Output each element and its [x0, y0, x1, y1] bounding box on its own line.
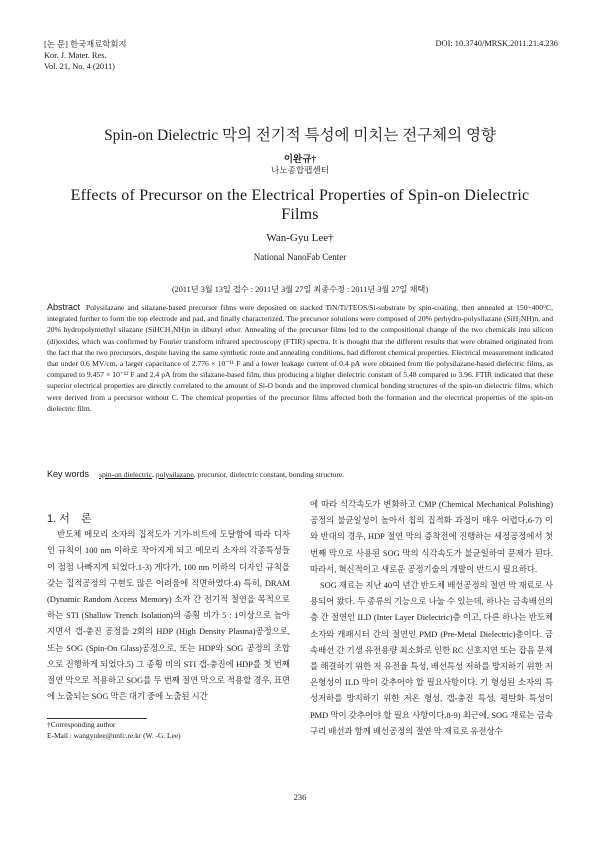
journal-abbrev: Kor. J. Mater. Res. [44, 51, 107, 61]
journal-volume: Vol. 21, No. 4 (2011) [44, 62, 115, 72]
title-korean: Spin-on Dielectric 막의 전기적 특성에 미치는 전구체의 영향 [104, 127, 496, 144]
abstract-text: Polysilazane and silazane-based precursor films were deposited on stacked TiN/Ti/TEOS/Si-substrate by spin-coating, then annealed at 150~400°C, integrated further to form the top electrode and pad, and finally characterized. The precursor solutions were composed of 20% perhydro-polysilazane (SiH₂NH)n, and 20% hydropolymethyl silazane (SiHCH₃NH)n in dibutyl ether. Annealing of the precursor films led to the compositional change of the two chemicals into silicon (di)oxides, which was confirmed by Fourier transform infrared spectroscopy (FTIR) spectra. It is thought that the different results that were obtained originated from the fact that the two precursors, despite having the same synthetic route and annealing conditions, had different chemical properties. Electrical measurement indicated that under 0.6 MV/cm, a larger capacitance of 2.776 × 10⁻¹¹ F and a lower leakage current of 0.4 pA were obtained from the polysilazane-based dielectric films, as compared to 9.457 × 10⁻¹² F and 2.4 pA from the silazane-based film, thus producing a higher dielectric constant of 5.48 compared to 3.96. FTIR indicated that these superior electrical properties are directly correlated to the amount of Si-O bonds and the improved chemical bonding structures of the spin-on dielectric films, which were derived from a precursor without C. The chemical properties of the precursor films affected both the formation and the electrical properties of the spin-on dielectric film. [47, 303, 553, 413]
keyword-link-polysilazane[interactable]: polysilazane [155, 470, 194, 479]
body-column-left [47, 511, 290, 705]
author-email[interactable]: E-Mail : wangyulee@nnfc.re.kr (W. -G. Lee) [47, 730, 181, 740]
journal-name-ko: [논 문] 한국재료학회지 [44, 40, 127, 49]
affiliation-english: National NanoFab Center [253, 252, 347, 262]
title-english: Effects of Precursor on the Electrical Properties of Spin-on Dielectric Films [70, 187, 530, 223]
corresponding-author: †Corresponding author [47, 720, 116, 729]
paragraph-continued: 에 따라 식각속도가 변화하고 CMP (Chemical Mechanical Polishing)공정의 불균일성이 높아서 칩의 집적화 과정이 매우 어렵다.6-7) 이와 반대의 경우, HDP 절연 막의 증착전에 진행하는 세정공정에서 첫 번째 막으로 사용된 SOG 막의 식각속도가 불균일하여 문제가 된다. 따라서, 혁신적이고 새로운 공정기술의 개발이 반드시 필요하다. [310, 500, 553, 574]
paragraph-sog: SOG 재료는 지난 40여 년간 반도체 배선공정의 절연 막 재료로 사용되어 왔다. 두 종류의 기능으로 나눌 수 있는데, 하나는 금속배선의 층 간 절연인 ILD (Inter Layer Dielectric)층 이고, 다른 하나는 반도체 소자와 캐패시터 간의 절연인 PMD (Pre-Metal Dielectric)층이다. 금속배선 간 기생 유전용량 최소화로 인한 RC 신호지연 또는 잡음 문제를 해결하기 위한 저 유전율 특성, 배선특성 저하를 방지하기 위한 저온형성이 ILD 막이 갖추어야 할 필요사항이다. 기 형성된 소자의 특성저하를 방지하기 위한 저온 형성, 갭-충진 특성, 평탄화 특성이 PMD 막이 갖추어야 할 필요 사항이다.8-9) 최근에, SOG 재료는 금속 구리 배선과 함께 배선공정의 절연 막 재료로 유전상수 [310, 581, 553, 736]
abstract [47, 302, 553, 414]
paragraph-intro: 반도체 메모리 소자의 집적도가 기가-비트에 도달함에 따라 디자인 규칙이 100 nm 이하로 작아지게 되고 메모리 소자의 각종특성들이 점점 나빠지게 되었다.1-3) 게다가, 100 nm 이하의 디자인 규칙을 갖는 집적공정의 구현도 많은 어려움에 직면하였다.4) 특히, DRAM (Dynamic Random Access Memory) 소자 간 전기적 절연을 목적으로 하는 STI (Shallow Trench Isolation)의 종횡 비가 5 : 1이상으로 높아지면서 갭-충진 공정을 2회의 HDP (High Density Plasma)공정으로, 또는 SOG (Spin-On Glass)공정으로, 또는 HDP와 SOG 공정의 조합으로 진행하게 되었다.5) 그 종횡 비의 STI 갭-충진에 HDP를 첫 번째 절연 막으로 적용하고 SOG를 두 번째 절연 막으로 적용할 경우, 표면에 노출되는 SOG 막은 대기 중에 노출된 시간 [47, 530, 290, 702]
footnote-divider [47, 718, 147, 719]
section-heading: 1. 서 론 [47, 513, 92, 525]
footnote [47, 720, 181, 741]
body-column-right [310, 497, 553, 740]
keywords-rest: , precursor, dielectric constant, bonding structure. [193, 470, 345, 479]
author-english: Wan-Gyu Lee† [266, 232, 334, 244]
affiliation-korean: 나노종합팹센터 [270, 165, 330, 175]
keywords-label: Key words [47, 469, 90, 479]
submission-dates: (2011년 3월 13일 접수 : 2011년 3월 27일 최종수정 : 2011년 3월 27일 채택) [171, 285, 429, 294]
journal-header [44, 39, 127, 73]
keyword-separator: , [151, 470, 156, 479]
author-korean: 이완규† [283, 155, 317, 165]
doi: DOI: 10.3740/MRSK.2011.21.4.236 [435, 39, 558, 48]
keyword-link-spin-on-dielectric[interactable]: spin-on dielectric [99, 470, 152, 479]
abstract-label: Abstract [47, 302, 81, 312]
keywords [47, 469, 553, 479]
page-number: 236 [293, 793, 307, 802]
